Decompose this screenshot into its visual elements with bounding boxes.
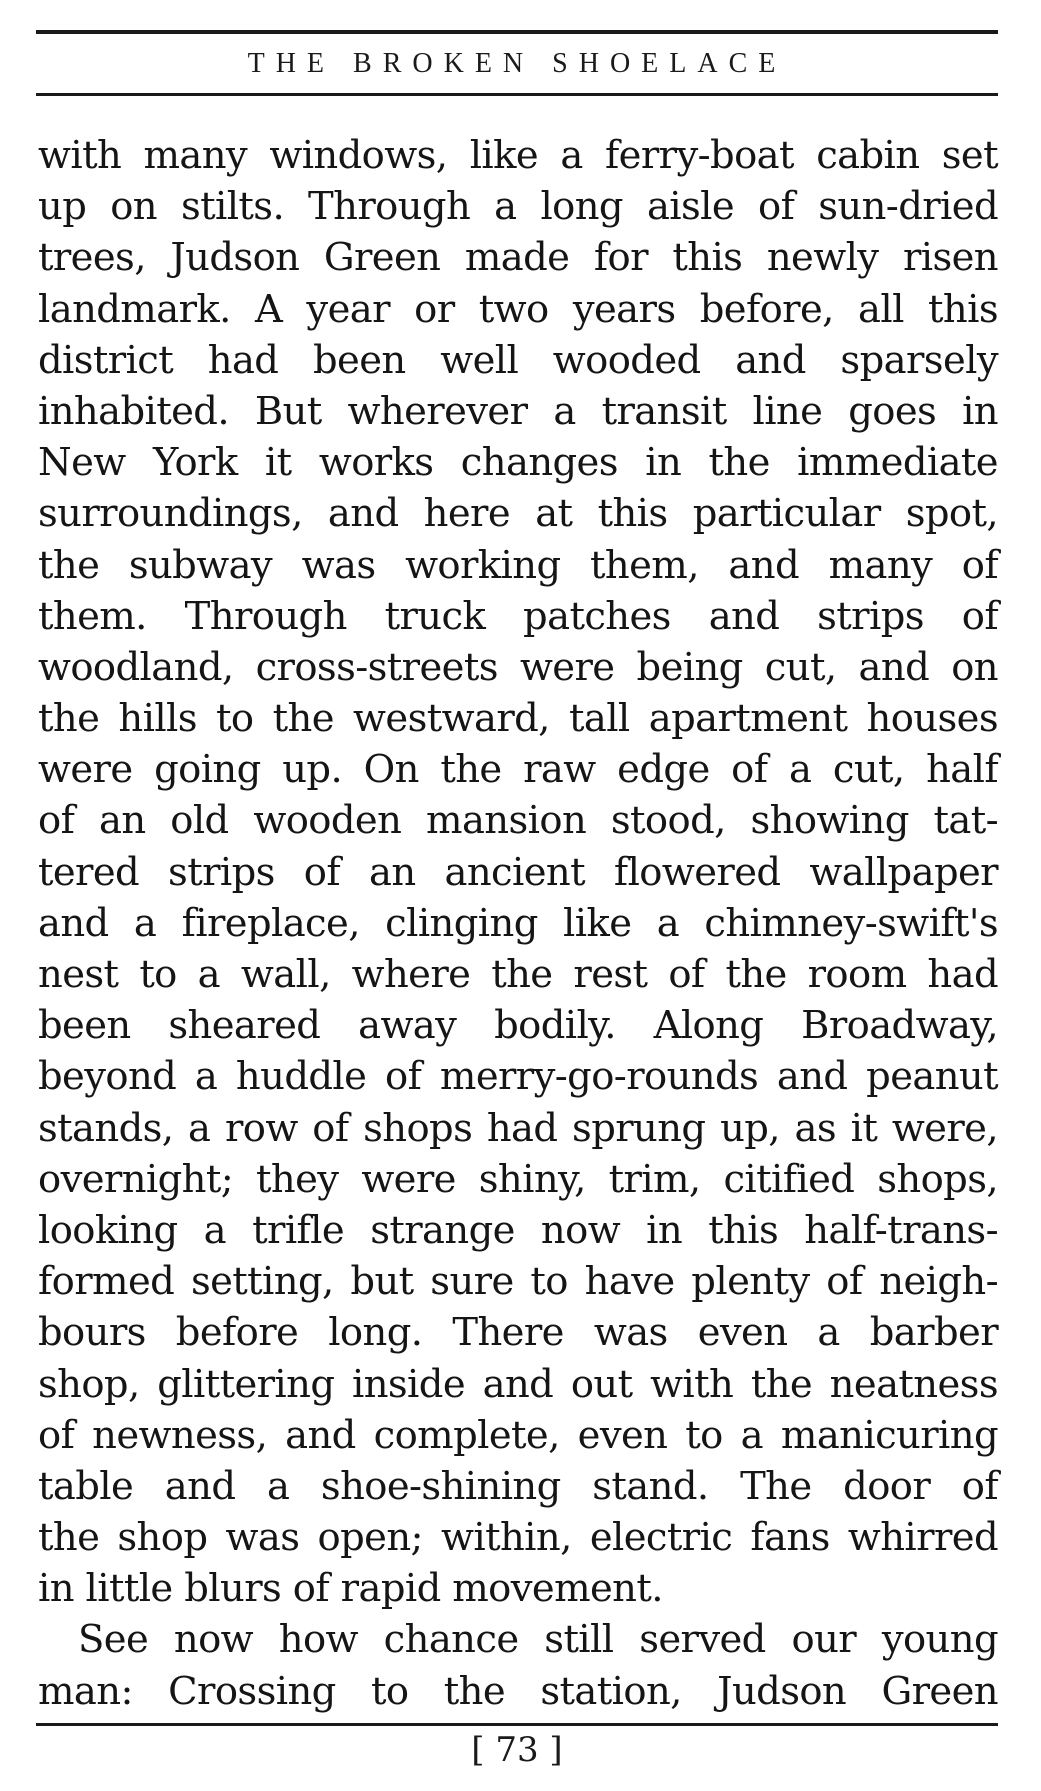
text-line: them. Through truck patches and strips of <box>38 593 998 639</box>
text-line: in little blurs of rapid movement. <box>38 1566 663 1612</box>
text-line: of an old wooden mansion stood, showing tat- <box>38 798 998 844</box>
paragraph-2 <box>38 1614 998 1716</box>
text-line: man: Crossing to the station, Judson Green <box>38 1668 998 1714</box>
text-line: district had been well wooded and sparsely <box>38 337 998 383</box>
text-line: stands, a row of shops had sprung up, as it were, <box>38 1105 998 1151</box>
text-line: of newness, and complete, even to a manicuring <box>38 1412 998 1458</box>
text-line: overnight; they were shiny, trim, citified shops, <box>38 1156 998 1202</box>
text-line: table and a shoe-shining stand. The door of <box>38 1463 998 1509</box>
text-line: looking a trifle strange now in this half-trans- <box>38 1207 998 1253</box>
top-rule <box>36 30 998 34</box>
text-line: tered strips of an ancient flowered wallpaper <box>38 849 998 895</box>
text-line: landmark. A year or two years before, all this <box>38 286 998 332</box>
text-line: were going up. On the raw edge of a cut, half <box>38 747 998 793</box>
paragraph-1 <box>38 130 998 1614</box>
page-number: [ 73 ] <box>471 1730 563 1770</box>
text-line: surroundings, and here at this particular spot, <box>38 491 998 537</box>
text-line: formed setting, but sure to have plenty of neigh- <box>38 1259 998 1305</box>
text-line: with many windows, like a ferry-boat cabin set <box>38 133 998 178</box>
text-line: the subway was working them, and many of <box>38 542 998 588</box>
text-line: woodland, cross-streets were being cut, and on <box>38 644 998 690</box>
text-line: and a fireplace, clinging like a chimney-swift's <box>38 900 998 946</box>
text-line: New York it works changes in the immediate <box>38 440 998 486</box>
text-line: been sheared away bodily. Along Broadway, <box>38 1003 998 1049</box>
text-line: shop, glittering inside and out with the neatness <box>38 1361 998 1407</box>
footer-rule <box>36 1723 998 1726</box>
text-line: the shop was open; within, electric fans whirred <box>38 1515 998 1561</box>
text-line: the hills to the westward, tall apartment houses <box>38 696 998 742</box>
text-line: up on stilts. Through a long aisle of sun-dried <box>38 184 998 230</box>
header-rule <box>36 93 998 96</box>
text-line: trees, Judson Green made for this newly risen <box>38 235 998 281</box>
body-text <box>38 130 998 1717</box>
running-head: THE BROKEN SHOELACE <box>247 48 787 79</box>
text-line: inhabited. But wherever a transit line goes in <box>38 388 998 434</box>
text-line: bours before long. There was even a barber <box>38 1310 998 1356</box>
text-line: beyond a huddle of merry-go-rounds and peanut <box>38 1054 998 1100</box>
text-line: nest to a wall, where the rest of the room had <box>38 952 998 997</box>
text-line: See now how chance still served our young <box>78 1617 998 1663</box>
